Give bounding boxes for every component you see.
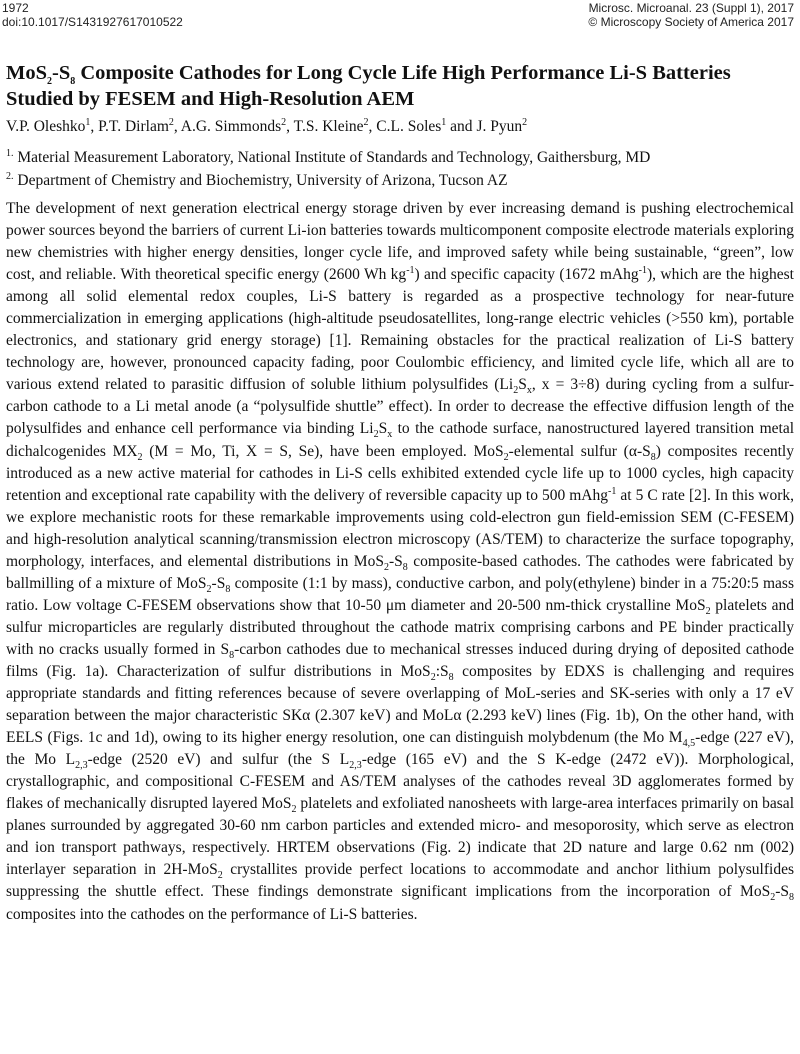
affiliation-2: [6, 171, 794, 191]
affiliation-2-mark: 2.: [6, 170, 14, 182]
author-list: V.P. Oleshko$^1$, P.T. Dirlam$^2$, A.G. Simmonds$^2$, T.S. Kleine$^2$, C.L. Soles$^1$ and J. Pyun$^2$: [6, 116, 528, 135]
page-number: 1972: [2, 1, 29, 15]
author-name: V.P. Oleshko: [6, 118, 86, 135]
header-left: [2, 1, 183, 29]
author-affiliation-mark: 2: [168, 116, 174, 128]
page-header: [0, 0, 800, 30]
author-affiliation-mark: 2: [522, 116, 528, 128]
author-affiliation-mark: 2: [363, 116, 369, 128]
copyright: © Microscopy Society of America 2017: [588, 15, 794, 29]
abstract-body: The development of next generation electrical energy storage driven by ever increasing demand is pushing electrochemical power sources beyond the barriers of current Li-ion batteries towards multicomponent composite electrode materials exploring new chemistries with higher energy densities, longer cycle life, and improved safety while being sustainable, “green”, low cost, and reliable. With theoretical specific energy (2600 Wh $kg^{-1}$) and specific capacity (1672 mAhg$^{-1}$), which are the highest among all solid elemental redox couples, Li-S battery is regarded as a prospective technology for near-future commercialization in emerging applications (high-altitude pseudosatellites, long-range electric vehicles (>550 km), portable electronics, and stationary grid energy storage) [1]. Remaining obstacles for the practical realization of Li-S battery technology are, however, pronounced capacity fading, poor Coulombic efficiency, and limited cycle life, which all are to various extend related to parasitic diffusion of soluble lithium polysulfides ($Li_2S_x$, x = 3÷8) during cycling from a sulfur-carbon cathode to a Li metal anode (a “polysulfide shuttle” effect). In order to decrease the effective diffusion length of the polysulfides and enhance cell performance via binding $Li_2S_x$ to the cathode surface, nanostructured layered transition metal dichalcogenides $MX_2$ (M = Mo, Ti, X = S, Se), have been employed. MoS$_2$-elemental sulfur $(\alpha-S_8)$ composites recently introduced as a new active material for cathodes in Li-S cells exhibited extended cycle life up to 1000 cycles, high capacity retention and exceptional rate capability with the delivery of reversible capacity up to 500 mAhg$^{-1}$ at 5 C rate [2]. In this work, we explore mechanistic roots for these remarkable improvements using cold-electron gun field-emission SEM (C-FESEM) and high-resolution analytical scanning/transmission electron microscopy (AS/TEM) to characterize the surface topography, morphology, interfaces, and elemental distributions in $MoS_2-S_8$ composite-based cathodes. The cathodes were fabricated by ballmilling of a mixture of $MoS_2-S_8$ composite (1:1 by mass), conductive carbon, and poly(ethylene) binder in a 75:20:5 mass ratio. Low voltage C-FESEM observations show that 10-50 μm diameter and 20-500 nm-thick crystalline MoS$_2$ platelets and sulfur microparticles are regularly distributed throughout the cathode matrix comprising carbons and PE binder practically with no cracks usually formed in $S_8$-carbon cathodes due to mechanical stresses induced during drying of deposited cathode films (Fig. 1a). Characterization of sulfur distributions in $MoS_2:S_8$ composites by EDXS is challenging and requires appropriate standards and fitting references because of severe overlapping of MoL-series and SK-series with only a 17 eV separation between the major characteristic SKα (2.307 keV) and MoLα (2.293 keV) lines (Fig. 1b), On the other hand, with EELS (Figs. 1c and 1d), owing to its higher energy resolution, one can distinguish molybdenum (the Mo $M_{4,5}$-edge (227 eV), the Mo $L_{2,3}$-edge (2520 eV) and sulfur (the S $L_{2,3}$-edge (165 eV) and the S K-edge (2472 eV)). Morphological, crystallographic, and compositional C-FESEM and AS/TEM analyses of the cathodes reveal 3D agglomerates formed by flakes of mechanically disrupted layered MoS$_2$ platelets and exfoliated nanosheets with large-area interfaces primarily on basal planes surrounded by aggregated 30-60 nm carbon particles and extended micro- and mesoporosity, which serve as electron and ion transport pathways, respectively. HRTEM observations (Fig. 2) indicate that 2D nature and large 0.62 nm (002) interlayer separation in 2H-MoS$_2$ crystallites provide perfect locations to accommodate and anchor lithium polysulfides suppressing the shuttle effect. These findings demonstrate significant implications from the incorporation of $MoS_2-S_8$ composites into the cathodes on the performance of Li-S batteries.: [6, 200, 795, 923]
author-affiliation-mark: 2: [281, 116, 287, 128]
affiliation-1-mark: 1.: [6, 147, 14, 159]
paper-title: $MoS_2-S_8$ Composite Cathodes for Long Cycle Life High Performance Li-S Batteries Studied by FESEM and High-Resolution AEM: [6, 62, 731, 110]
author-name: A.G. Simmonds: [180, 118, 282, 135]
affiliation-1: [6, 148, 794, 168]
affiliation-2-text: Department of Chemistry and Biochemistry, University of Arizona, Tucson AZ: [17, 172, 508, 189]
author-name: C.L. Soles: [376, 118, 442, 135]
author-affiliation-mark: 1: [441, 116, 447, 128]
author-name: J. Pyun: [476, 118, 523, 135]
doi: doi:10.1017/S1431927617010522: [2, 15, 183, 29]
author-name: P.T. Dirlam: [98, 118, 169, 135]
affiliation-1-text: Material Measurement Laboratory, National Institute of Standards and Technology, Gaithersburg, MD: [17, 149, 651, 166]
author-affiliation-mark: 1: [85, 116, 91, 128]
author-name: T.S. Kleine: [293, 118, 364, 135]
header-right: [588, 1, 794, 29]
journal-citation: Microsc. Microanal. 23 (Suppl 1), 2017: [588, 1, 794, 15]
